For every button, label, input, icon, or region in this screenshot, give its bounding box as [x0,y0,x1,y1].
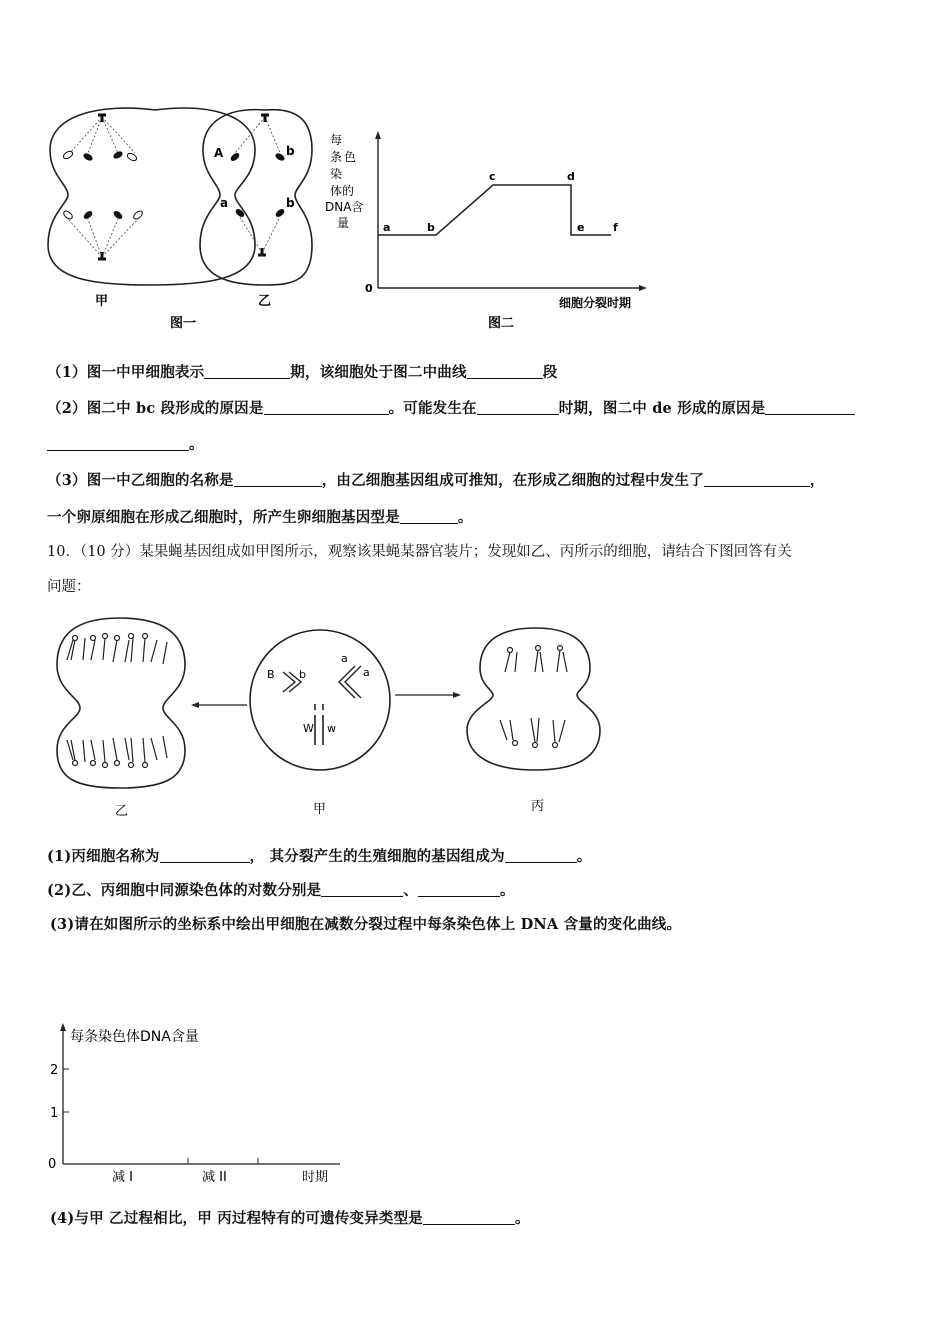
q10-sub1: (1)丙细胞名称为 ， 其分裂产生的生殖细胞的基因组成为 。 [47,848,592,865]
q10-intro-line1: 10．（10 分）某果蝇基因组成如甲图所示，观察该果蝇某器官装片；发现如乙、丙所示的细胞，请结合下图回答有关 [47,544,792,560]
gene-label: b [286,196,295,210]
gene-label: A [214,146,224,160]
y-label-char: 每 [330,133,343,147]
q10-sub3: (3)请在如图所示的坐标系中绘出甲细胞在减数分裂过程中每条染色体上 DNA 含量的变化曲线。 [50,916,682,933]
x-axis-label: 细胞分裂时期 [559,296,632,310]
svg-text:B: B [267,668,275,681]
centriole-bottom [98,252,106,259]
svg-text:0: 0 [48,1157,57,1172]
graph-y-label: 每条染色体DNA含量 [70,1029,199,1045]
answer-blank[interactable] [160,848,250,863]
cell-jia-membrane [250,630,390,770]
figure1-cells [40,95,320,335]
answer-blank[interactable] [505,848,577,863]
chromosome-pair-aa [339,666,361,698]
q9-line2b: 。 [47,433,204,454]
q10-intro-line2: 问题： [47,579,91,595]
centriole-top [98,115,106,122]
gene-label: a [220,196,229,210]
svg-text:e: e [577,221,585,234]
answer-blank[interactable] [47,436,189,451]
cell-label-yi: 乙 [115,804,129,819]
cell-yi-membrane [57,618,185,788]
chromosomes-bing-bottom [500,718,565,748]
svg-text:w: w [327,722,336,735]
chromosomes-jia-bottom [62,209,144,220]
answer-blank[interactable] [264,400,389,415]
svg-text:d: d [567,170,575,183]
answer-blank[interactable] [477,400,559,415]
q9-line1: （1）图一中甲细胞表示 期，该细胞处于图二中曲线 段 [47,364,558,381]
cell-yi-membrane [200,110,312,285]
answer-blank[interactable] [204,364,290,379]
svg-text:2: 2 [50,1063,59,1078]
y-label-char: 条 [330,150,343,164]
spindle-jia-bottom [68,219,138,257]
chromosomes-jia-top [62,150,138,162]
svg-text:a: a [383,221,391,234]
chromosomes-yi-bottom [67,736,167,768]
svg-text:减 I: 减 I [112,1170,133,1185]
origin-label: 0 [365,282,373,295]
answer-blank[interactable] [765,400,855,415]
svg-text:b: b [299,668,306,681]
answer-blank[interactable] [423,1210,515,1225]
y-label-char: 量 [337,216,350,230]
gene-label: b [286,144,295,158]
q10-cells-figure [45,610,615,825]
cell-label-jia: 甲 [313,802,327,817]
y-label-char: 色 [344,150,357,164]
cell-bing-membrane [467,628,600,770]
chromosomes-yi-top [67,634,167,665]
svg-text:1: 1 [50,1106,59,1121]
y-label-char: DNA含 [325,200,364,214]
q10-empty-graph [40,1015,380,1185]
answer-blank[interactable] [418,882,500,897]
answer-blank[interactable] [704,472,810,487]
q10-sub2: (2)乙、丙细胞中同源染色体的对数分别是 、 。 [47,882,515,899]
y-label-char: 染 [330,167,343,181]
spindle-jia-top [70,117,135,153]
cell-label-yi: 乙 [258,294,272,309]
chromosomes-bing-top [505,646,567,673]
q10-sub4: (4)与甲 乙过程相比，甲 丙过程特有的可遗传变异类型是 。 [50,1210,530,1227]
figure1-caption: 图一 [170,316,197,331]
answer-blank[interactable] [321,882,403,897]
q9-line2: （2）图二中 bc 段形成的原因是 。可能发生在 时期，图二中 de 形成的原因是 [47,397,855,418]
svg-text:a: a [341,652,348,665]
answer-blank[interactable] [400,509,458,524]
figure2-caption: 图二 [488,316,515,331]
cell-label-jia: 甲 [95,294,109,309]
cell-label-bing: 丙 [531,799,545,814]
chromosome-pair-Ww [315,704,323,745]
q9-line3b: 一个卵原细胞在形成乙细胞时，所产生卵细胞基因型是 。 [47,509,473,526]
svg-text:W: W [303,722,314,735]
answer-blank[interactable] [467,364,543,379]
spindle-yi-bottom [240,217,280,253]
svg-text:f: f [613,221,618,234]
svg-text:减 II: 减 II [202,1170,227,1185]
figure2-graph [325,125,665,340]
svg-text:c: c [489,170,496,183]
y-label-char: 体的 [330,184,355,198]
answer-blank[interactable] [234,472,322,487]
svg-text:时期: 时期 [302,1170,329,1185]
q9-line3: （3）图一中乙细胞的名称是 ，由乙细胞基因组成可推知，在形成乙细胞的过程中发生了 ， [47,472,825,489]
svg-text:b: b [427,221,435,234]
svg-text:a: a [363,666,370,679]
